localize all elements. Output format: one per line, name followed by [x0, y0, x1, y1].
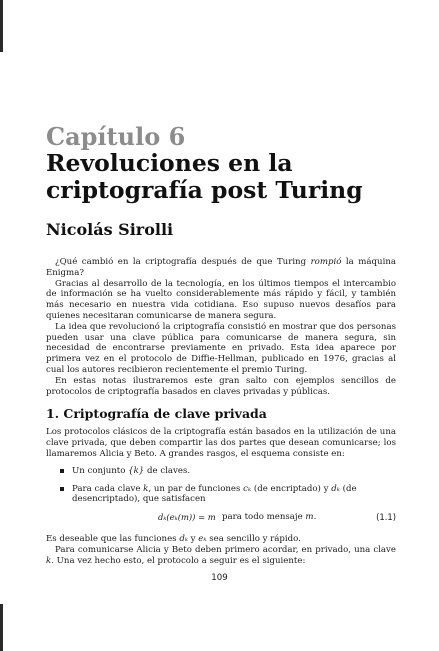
intro-p1-before: ¿Qué cambió en la criptografía después de que Turing — [55, 257, 311, 267]
item2-b: , un par de funciones — [148, 483, 244, 494]
intro-paragraph-2: Gracias al desarrollo de la tecnología, en los últimos tiempos el intercambio de información se ha vuelto considerablemente más rápido y fácil, y también más necesario en nuestra vida cotidiana. Eso supuso nuevos desafíos para quienes necesitaran comunicarse de manera segura. — [46, 278, 396, 321]
author-name: Nicolás Sirolli — [46, 220, 174, 239]
intro-p1-emphasis: rompió — [310, 257, 342, 267]
equation-cond-text: para todo mensaje — [222, 512, 306, 523]
p3-k: k — [46, 555, 52, 566]
item2-c: (de encriptado) y — [251, 483, 332, 494]
section-paragraph-1: Los protocolos clásicos de la criptografía están basados en la utilización de una clave privada, que deben compartir las dos partes que desean comunicarse; los llamaremos Alicia y Beto. A grandes rasgos, el esquema consiste en: — [46, 427, 396, 459]
list-item — [46, 484, 396, 506]
list-item — [46, 466, 396, 477]
item1-after: de claves. — [144, 465, 191, 476]
item2-dk: dₖ — [331, 483, 340, 494]
equation-condition — [222, 512, 316, 523]
page-number: 109 — [211, 573, 228, 583]
chapter-title-line-1: Revoluciones en la — [46, 149, 293, 177]
p3-a: Para comunicarse Alicia y Beto deben primero acordar, en privado, una clave — [55, 544, 396, 555]
p2-c: sea sencillo y rápido. — [206, 534, 301, 545]
intro-p1-after: la máquina Enigma? — [46, 257, 396, 278]
chapter-header — [46, 124, 406, 240]
p2-ek: eₖ — [198, 534, 207, 545]
scheme-list — [46, 466, 396, 505]
equation-number: (1.1) — [376, 512, 396, 523]
chapter-body — [46, 257, 396, 567]
item1-before: Un conjunto — [72, 465, 129, 476]
item2-ck: cₖ — [243, 483, 252, 494]
intro-paragraph-3: La idea que revolucionó la criptografía consistió en mostrar que dos personas pueden usar una clave pública para comunicarse de manera segura, sin necesidad de encontrarse previamente en privado. Esta idea aparece por primera vez en el protocolo de Diffie-Hellman, publicado en 1976, gracias al cual los autores recibieron recientemente el premio Turing. — [46, 321, 396, 375]
p3-b: . Una vez hecho esto, el protocolo a seguir es el siguiente: — [51, 555, 306, 566]
section-title: 1. Criptografía de clave privada — [46, 406, 267, 422]
chapter-label: Capítulo 6 — [46, 122, 186, 151]
section-paragraph-2 — [46, 534, 396, 545]
item1-math: {k} — [128, 465, 145, 476]
bullet-icon — [60, 487, 64, 491]
page-edge-top — [0, 0, 3, 52]
intro-paragraph-1 — [46, 257, 396, 279]
bullet-icon — [60, 469, 64, 473]
equation-cond-end: . — [313, 512, 317, 523]
p2-b: y — [187, 534, 199, 545]
p2-dk: dₖ — [179, 534, 188, 545]
item2-d: (de desencriptado), que satisfacen — [72, 483, 357, 505]
equation-math: dₖ(eₖ(m)) = m — [158, 512, 216, 523]
equation-cond-var: m — [305, 512, 314, 523]
equation-1-1 — [46, 512, 396, 526]
item2-k: k — [143, 483, 149, 494]
chapter-title-line-2: criptografía post Turing — [46, 176, 363, 204]
item2-a: Para cada clave — [72, 483, 144, 494]
p2-a: Es deseable que las funciones — [46, 534, 180, 545]
intro-paragraph-4: En estas notas ilustraremos este gran salto con ejemplos sencillos de protocolos de criptografía basados en claves privadas y públicas. — [46, 375, 396, 397]
section-paragraph-3 — [46, 545, 396, 567]
chapter-title — [46, 150, 406, 204]
page-edge-bottom — [0, 604, 3, 651]
